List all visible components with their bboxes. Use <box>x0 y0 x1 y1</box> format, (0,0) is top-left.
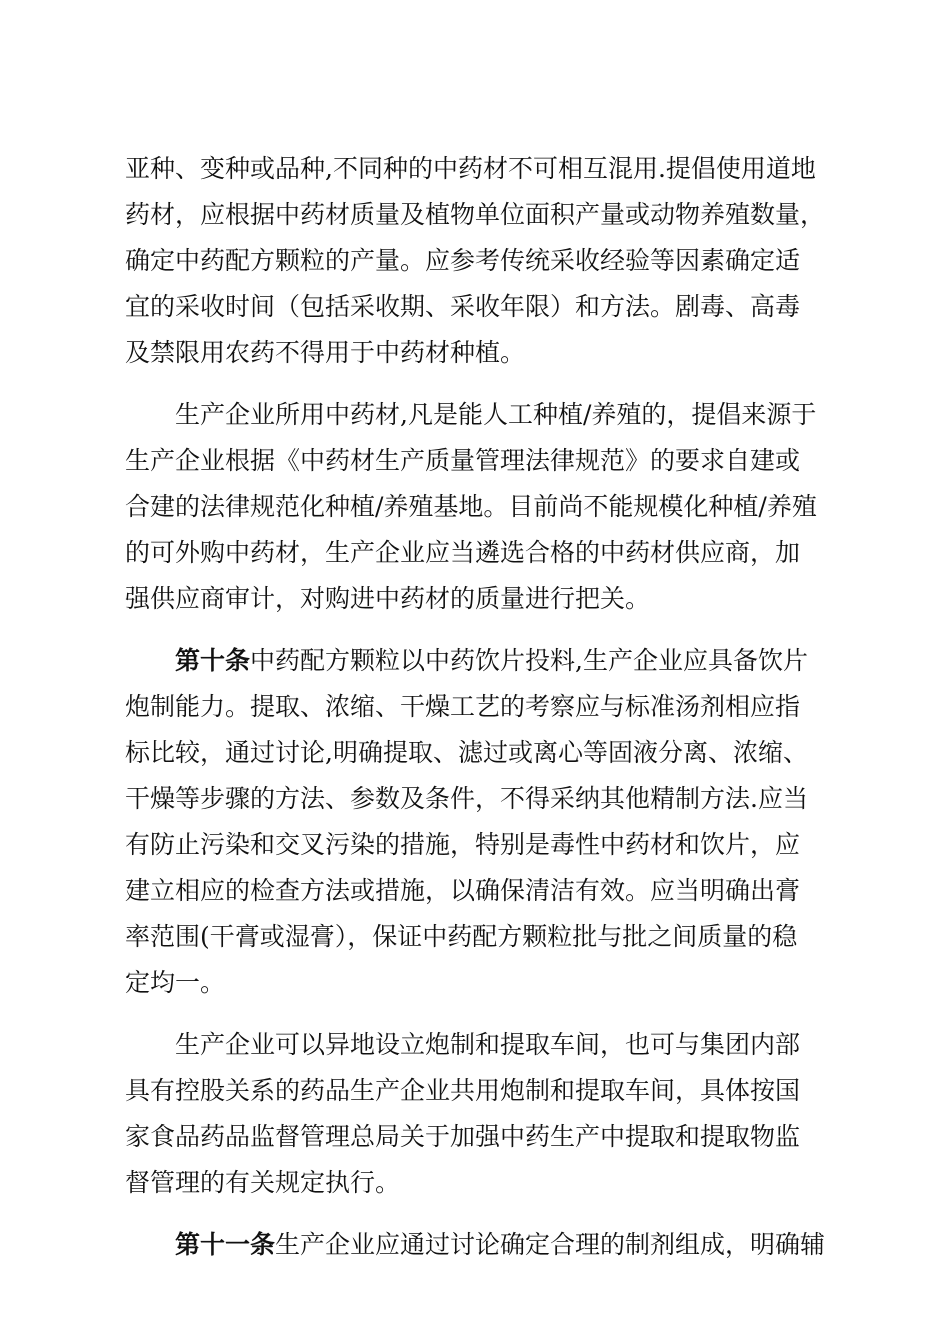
article-first-line <box>125 638 830 684</box>
text-line: 亚种、变种或品种,不同种的中药材不可相互混用.提倡使用道地 <box>125 154 816 183</box>
text-line: 定均一。 <box>125 968 226 997</box>
text-line: 合建的法律规范化种植/养殖基地。目前尚不能规模化种植/养殖 <box>125 492 817 521</box>
text-line: 率范围(干膏或湿膏），保证中药配方颗粒批与批之间质量的稳 <box>125 922 798 951</box>
text-line: 炮制能力。提取、浓缩、干燥工艺的考察应与标准汤剂相应指 <box>125 692 801 721</box>
article-first-line <box>125 1222 830 1268</box>
text-line: 强供应商审计，对购进中药材的质量进行把关。 <box>125 584 651 613</box>
text-line: 有防止污染和交叉污染的措施，特别是毒性中药材和饮片，应 <box>125 830 801 859</box>
text-line: 生产企业可以异地设立炮制和提取车间，也可与集团内部 <box>175 1030 801 1059</box>
text-line: 生产企业根据《中药材生产质量管理法律规范》的要求自建或 <box>125 446 801 475</box>
text-line: 生产企业所用中药材,凡是能人工种植/养殖的，提倡来源于 <box>175 400 817 429</box>
text-line: 具有控股关系的药品生产企业共用炮制和提取车间，具体按国 <box>125 1076 801 1105</box>
text-line: 家食品药品监督管理总局关于加强中药生产中提取和提取物监 <box>125 1122 801 1151</box>
text-line: 药材，应根据中药材质量及植物单位面积产量或动物养殖数量， <box>125 200 826 229</box>
article-heading: 第十条 <box>175 646 251 675</box>
text-line: 干燥等步骤的方法、参数及条件，不得采纳其他精制方法.应当 <box>125 784 808 813</box>
article-text: 生产企业应通过讨论确定合理的制剂组成，明确辅 <box>275 1230 826 1259</box>
text-line: 督管理的有关规定执行。 <box>125 1168 401 1197</box>
text-line: 的可外购中药材，生产企业应当遴选合格的中药材供应商，加 <box>125 538 801 567</box>
text-line: 宜的采收时间（包括采收期、采收年限）和方法。剧毒、高毒 <box>125 292 801 321</box>
article-text: 中药配方颗粒以中药饮片投料,生产企业应具备饮片 <box>250 646 808 675</box>
text-line: 建立相应的检查方法或措施，以确保清洁有效。应当明确出膏 <box>125 876 801 905</box>
text-line: 标比较，通过讨论,明确提取、滤过或离心等固液分离、浓缩、 <box>125 738 808 767</box>
article-heading: 第十一条 <box>175 1230 276 1259</box>
text-line: 及禁限用农药不得用于中药材种植。 <box>125 338 526 367</box>
text-line: 确定中药配方颗粒的产量。应参考传统采收经验等因素确定适 <box>125 246 801 275</box>
document-body <box>125 146 830 1268</box>
